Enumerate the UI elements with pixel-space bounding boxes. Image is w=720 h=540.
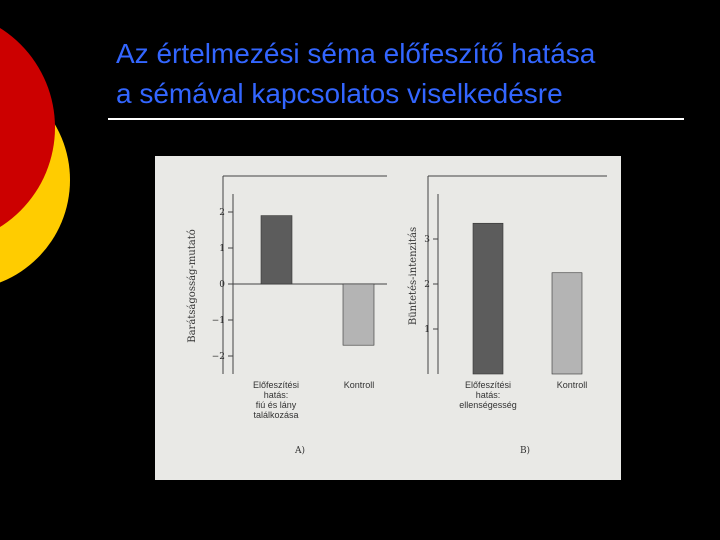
chart-a-ytick-label: 1	[219, 244, 225, 254]
chart-a-category-label: Kontroll	[343, 380, 375, 390]
chart-canvas	[155, 156, 621, 480]
chart-a-ytick-label: 0	[219, 280, 225, 290]
slide-title-line-1: Az értelmezési séma előfeszítő hatása	[116, 38, 596, 69]
chart-b-panel-label: B)	[519, 446, 531, 456]
chart-b-category-label: Kontroll	[556, 380, 588, 390]
title-underline	[108, 118, 684, 120]
chart-a-panel-label: A)	[294, 446, 306, 456]
chart-b-ytick-label: 2	[424, 280, 430, 290]
chart-b-category-label: Előfeszítési	[464, 380, 512, 390]
chart-b-y-axis-title: Büntetés-intenzitás	[408, 226, 419, 326]
chart-b-bar-priming	[473, 223, 503, 374]
chart-a-ytick-label: 2	[219, 208, 225, 218]
chart-a-bar-control	[343, 284, 374, 345]
chart-a-ytick-label: −2	[211, 352, 225, 362]
chart-figure	[155, 156, 621, 480]
chart-b-bar-control	[552, 273, 582, 374]
chart-b-ytick-label: 3	[424, 235, 430, 245]
chart-a-bar-priming	[261, 216, 292, 284]
slide-title-line-2: a sémával kapcsolatos viselkedésre	[116, 78, 563, 109]
chart-a-category-label: fiú és lány	[255, 400, 297, 410]
chart-a-category-label: Előfeszítési	[252, 380, 300, 390]
chart-b-ytick-label: 1	[424, 325, 430, 335]
chart-a-category-label: hatás:	[263, 390, 289, 400]
chart-b-category-label: hatás:	[475, 390, 501, 400]
chart-a-category-label: találkozása	[253, 410, 299, 420]
chart-a-ytick-label: −1	[211, 316, 225, 326]
chart-a-y-axis-title: Barátságosság-mutató	[187, 229, 198, 343]
chart-b-category-label: ellenségesség	[459, 400, 517, 410]
slide-title	[116, 34, 696, 114]
